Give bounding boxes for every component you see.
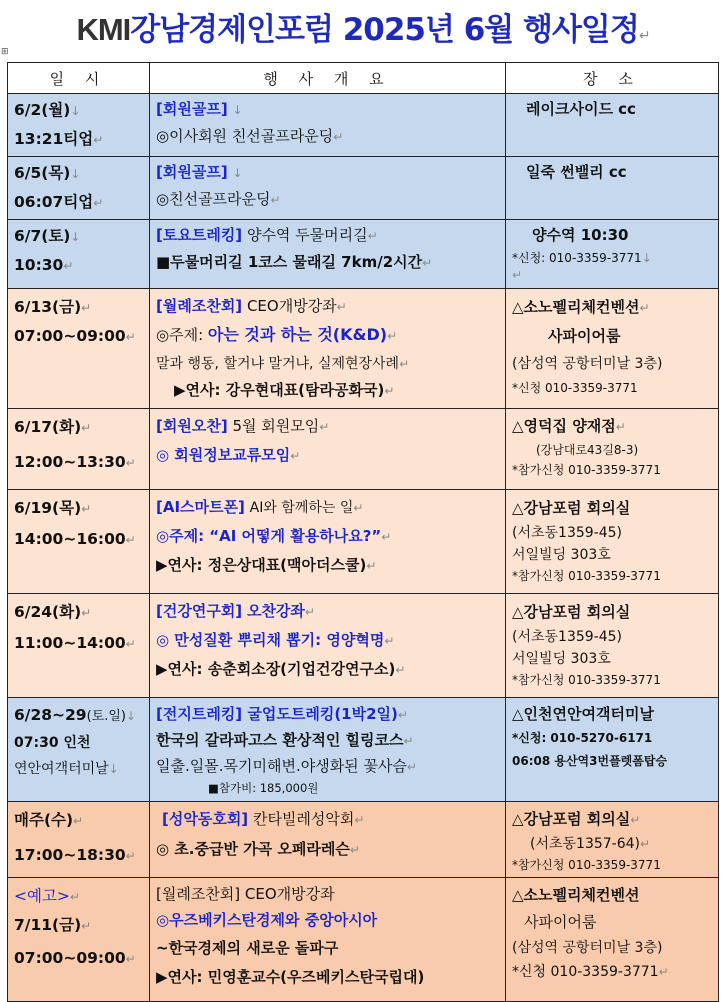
event-category: [월례조찬회] CEO개방강좌	[156, 885, 335, 903]
event-line: ◎친선골프라운딩	[156, 190, 271, 208]
event-place	[506, 94, 719, 157]
event-topic-prefix: ◎주제:	[156, 326, 204, 344]
event-category-extra: 양수역 두물머리길	[246, 226, 368, 244]
event-summary: [회원골프] ↓ ◎이사회원 친선골프라운딩↵	[150, 94, 506, 157]
place-line: (서초동1357-64)	[530, 836, 640, 852]
event-place: 양수역 10:30 *신청: 010-3359-3771↓ ↵	[506, 220, 719, 289]
event-category: [전지트레킹] 굴업도트레킹(1박2일)	[156, 705, 398, 723]
event-date: 매주(수)	[14, 811, 74, 829]
place-line: (삼성역 공항터미날 3층)	[512, 940, 663, 956]
event-time: 11:00~14:00	[14, 634, 126, 652]
event-date: 7/11(금)	[14, 916, 82, 934]
event-line: ◎우즈베키스탄경제와 중앙아시아	[156, 911, 378, 929]
event-fee: ■참가비: 185,000원	[208, 781, 319, 795]
event-speaker: ▶연사: 민영훈교수(우즈베키스탄국립대)	[156, 968, 425, 986]
event-line: ■두물머리길 1코스 물래길 7km/2시간	[156, 253, 423, 271]
event-category-extra: AI와 함께하는 일	[249, 500, 354, 516]
place-line: 양수역 10:30	[532, 226, 629, 244]
event-date: 6/7(토)	[14, 227, 71, 245]
event-datetime: 6/24(화)↵ 11:00~14:00↵	[8, 594, 150, 698]
event-summary: [성악동호회] 칸타빌레성악회↵ ◎ 초.중급반 가곡 오페라레슨↵	[150, 802, 506, 878]
place-line: *참가신청 010-3359-3771	[512, 858, 661, 872]
table-row	[8, 157, 719, 220]
event-datetime: 6/13(금)↵ 07:00~09:00↵	[8, 289, 150, 409]
event-place: △강남포럼 회의실↵ (서초동1357-64)↵ *참가신청 010-3359-3771	[506, 802, 719, 878]
place-line: *신청: 010-5270-6171	[512, 731, 653, 745]
event-category: [회원골프]	[156, 163, 228, 181]
event-place: △영덕집 양재점↵ (강남대로43길8-3) *참가신청 010-3359-3771	[506, 409, 719, 490]
place-line: *참가신청 010-3359-3771	[512, 569, 661, 583]
table-row	[8, 878, 719, 1002]
place-line: (서초동1359-45)	[512, 525, 622, 541]
event-line: ◎ 회원정보교류모임	[156, 446, 291, 464]
event-date: 6/5(목)	[14, 164, 71, 182]
event-line: 말과 행동, 할거냐 말거냐, 실제현장사례	[156, 356, 400, 372]
event-time: 10:30	[14, 256, 64, 274]
place-line: △강남포럼 회의실	[512, 499, 631, 517]
event-summary: [건강연구회] 오찬강좌↵ ◎ 만성질환 뿌리채 뽑기: 영양혁명↵ ▶연사: 송춘회소장(기업건강연구소)↵	[150, 594, 506, 698]
place-line: 사파이어룸	[524, 913, 597, 931]
event-datetime: 6/28~29(토.일)↓ 07:30 인천 연안여객터미날↓	[8, 698, 150, 802]
event-place: △소노펠리체컨벤션↵ 사파이어룸 (삼성역 공항터미날 3층) *신청 010-3359-3771	[506, 289, 719, 409]
place-line: *참가신청 010-3359-3771	[512, 673, 661, 687]
table-row	[8, 409, 719, 490]
event-time: 14:00~16:00	[14, 530, 126, 548]
event-category-extra: 오찬강좌	[246, 602, 305, 620]
event-category: [회원오찬]	[156, 417, 228, 435]
event-category: [AI스마트폰]	[156, 498, 245, 516]
table-row	[8, 289, 719, 409]
place-line: 사파이어룸	[548, 327, 621, 345]
event-speaker: ▶연사: 강우현대표(탐라공화국)	[174, 381, 385, 399]
event-summary: [전지트레킹] 굴업도트레킹(1박2일)↵ 한국의 갈라파고스 환상적인 힐링코스↵ 일출.일몰.목기미해변.야생화된 꽃사슴↵ ■참가비: 185,000원	[150, 698, 506, 802]
place-line: △소노펠리체컨벤션	[512, 886, 640, 904]
table-row	[8, 94, 719, 157]
event-datetime: 6/5(목)↓ 06:07티업↵	[8, 157, 150, 220]
event-summary	[150, 878, 506, 1002]
event-line: ◎ 초.중급반 가곡 오페라레슨	[156, 840, 350, 858]
table-anchor-icon[interactable]: ⊞	[1, 47, 9, 57]
place-line: △강남포럼 회의실	[512, 603, 631, 621]
event-line: ◎ 만성질환 뿌리채 뽑기: 영양혁명	[156, 631, 385, 649]
return-mark: ↵	[638, 28, 650, 44]
page-title	[0, 6, 726, 54]
place-line: (서초동1359-45)	[512, 629, 622, 645]
event-place	[506, 490, 719, 594]
event-datetime: 6/19(목)↵ 14:00~16:00↵	[8, 490, 150, 594]
place-line: 일죽 썬밸리 cc	[526, 163, 627, 181]
place-line: *참가신청 010-3359-3771	[512, 463, 661, 477]
event-speaker: ▶연사: 정은상대표(맥아더스쿨)	[156, 556, 367, 574]
event-date: 6/28~29	[14, 706, 87, 724]
event-time: 13:21티업	[14, 130, 94, 148]
place-line: △강남포럼 회의실	[512, 810, 631, 828]
table-row	[8, 490, 719, 594]
event-place	[506, 594, 719, 698]
title-kmi: KMI	[76, 12, 131, 47]
table-row	[8, 594, 719, 698]
table-header-row	[8, 63, 719, 94]
event-category-extra: CEO개방강좌	[246, 297, 337, 315]
event-summary: [월례조찬회] CEO개방강좌↵ ◎주제: 아는 것과 하는 것(K&D)↵ 말과 행동, 할거냐 말거냐, 실제현장사례↵ ▶연사: 강우현대표(탐라공화국)↵	[150, 289, 506, 409]
event-category: [월례조찬회]	[156, 297, 243, 315]
place-line: (강남대로43길8-3)	[536, 443, 639, 457]
event-speaker: ▶연사: 송춘회소장(기업건강연구소)	[156, 660, 396, 678]
event-time: 07:00~09:00	[14, 327, 126, 345]
event-date: 6/19(목)	[14, 499, 82, 517]
event-category: [성악동호회]	[162, 810, 249, 828]
event-datetime: 매주(수)↵ 17:00~18:30↵	[8, 802, 150, 878]
event-notice: <예고>	[14, 887, 70, 905]
event-place	[506, 157, 719, 220]
event-datetime: 6/2(월)↓ 13:21티업↵	[8, 94, 150, 157]
event-category-extra: 5월 회원모임	[232, 417, 320, 435]
event-place: △소노펠리체컨벤션 사파이어룸 (삼성역 공항터미날 3층) *신청 010-3359-3771↵	[506, 878, 719, 1002]
event-summary: [토요트레킹] 양수역 두물머리길↵ ■두물머리길 1코스 물래길 7km/2시간↵	[150, 220, 506, 289]
event-time: 07:30 인천	[14, 735, 91, 751]
event-time-place: 연안여객터미날	[14, 761, 109, 777]
event-datetime: 6/17(화)↵ 12:00~13:30↵	[8, 409, 150, 490]
event-time: 17:00~18:30	[14, 846, 126, 864]
table-row	[8, 698, 719, 802]
event-category: [토요트레킹]	[156, 226, 243, 244]
place-line: (삼성역 공항터미날 3층)	[512, 356, 663, 372]
place-line: *신청 010-3359-3771	[512, 964, 659, 980]
place-line: △영덕집 양재점	[512, 417, 616, 435]
place-line: △소노펠리체컨벤션	[512, 298, 640, 316]
schedule-table	[7, 62, 719, 1002]
table-row	[8, 802, 719, 878]
place-line: △인천연안여객터미날	[512, 705, 654, 723]
table-row	[8, 220, 719, 289]
event-summary: [회원골프] ↓ ◎친선골프라운딩↵	[150, 157, 506, 220]
event-datetime: <예고>↵ 7/11(금)↵ 07:00~09:00↵	[8, 878, 150, 1002]
header-date: 일 시	[8, 63, 150, 94]
event-summary: [AI스마트폰] AI와 함께하는 일↵ ◎주제: “AI 어떻게 활용하나요?”↵ ▶연사: 정은상대표(맥아더스쿨)↵	[150, 490, 506, 594]
event-line: ◎주제: “AI 어떻게 활용하나요?”	[156, 527, 382, 545]
place-line: 레이크사이드 cc	[526, 100, 636, 118]
event-date: 6/24(화)	[14, 603, 82, 621]
event-topic: 아는 것과 하는 것(K&D)	[207, 325, 388, 344]
event-time: 06:07티업	[14, 193, 94, 211]
event-datetime: 6/7(토)↓ 10:30↵	[8, 220, 150, 289]
event-category: [회원골프]	[156, 100, 228, 118]
event-category-extra: 칸타빌레성악회	[252, 810, 355, 828]
event-category: [건강연구회]	[156, 602, 243, 620]
place-line: *신청: 010-3359-3771	[512, 251, 642, 265]
title-text: 강남경제인포럼 2025년 6월 행사일정	[130, 12, 639, 48]
event-time: 07:00~09:00	[14, 949, 126, 967]
place-line: *신청 010-3359-3771	[512, 381, 638, 395]
event-line: ◎이사회원 친선골프라운딩	[156, 127, 334, 145]
event-line: ~한국경제의 새로운 돌파구	[156, 939, 339, 957]
place-line: 서일빌딩 303호	[512, 547, 611, 563]
event-date: 6/13(금)	[14, 298, 82, 316]
event-line: 한국의 갈라파고스 환상적인 힐링코스	[156, 731, 404, 749]
header-summary: 행 사 개 요	[150, 63, 506, 94]
place-line: 06:08 용산역3번플렛폼탑승	[512, 754, 668, 768]
header-place: 장 소	[506, 63, 719, 94]
event-date-suffix: (토.일)	[86, 709, 126, 724]
event-summary: [회원오찬] 5월 회원모임↵ ◎ 회원정보교류모임↵	[150, 409, 506, 490]
event-time: 12:00~13:30	[14, 453, 126, 471]
place-line: 서일빌딩 303호	[512, 651, 611, 667]
event-date: 6/2(월)	[14, 101, 71, 119]
event-place	[506, 698, 719, 802]
event-line: 일출.일몰.목기미해변.야생화된 꽃사슴	[156, 757, 407, 775]
event-date: 6/17(화)	[14, 418, 82, 436]
